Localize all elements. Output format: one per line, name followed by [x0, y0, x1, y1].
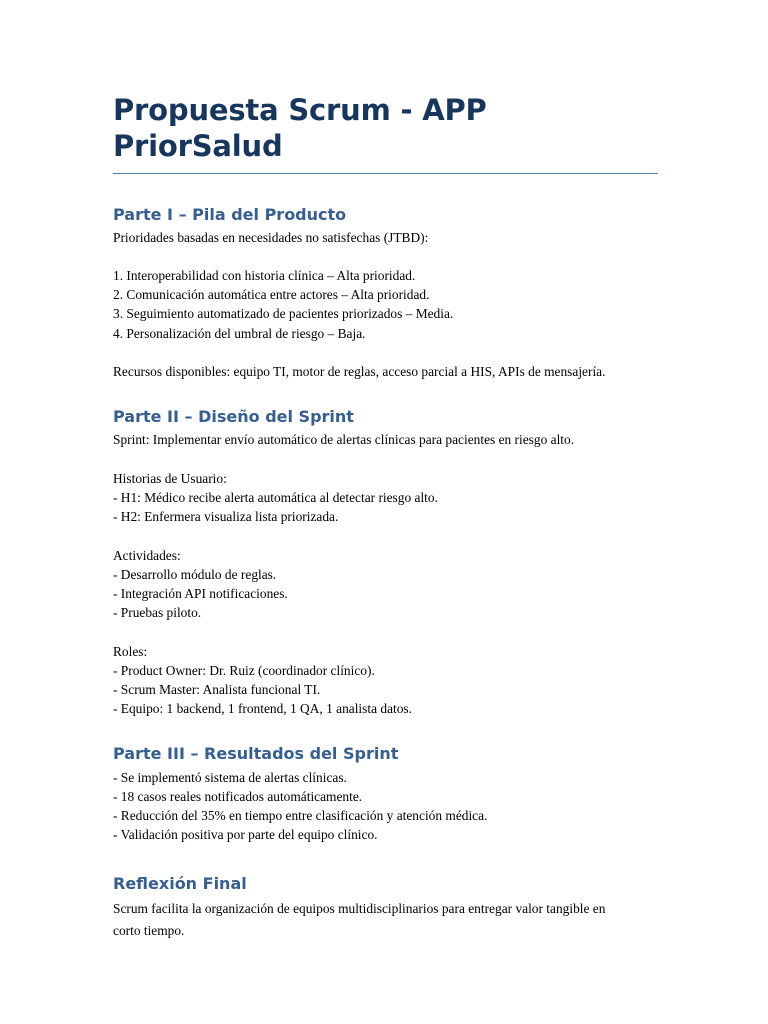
activity-item: - Pruebas piloto. [113, 605, 202, 621]
section-final [113, 898, 658, 943]
user-story-item: - H1: Médico recibe alerta automática al detectar riesgo alto. [113, 490, 438, 506]
user-stories-label: Historias de Usuario: [113, 470, 227, 486]
role-item: - Product Owner: Dr. Ruiz (coordinador clínico). [113, 662, 375, 678]
backlog-item: 4. Personalización del umbral de riesgo – Baja. [113, 325, 366, 341]
final-reflection-line-1: Scrum facilita la organización de equipos multidisciplinarios para entregar valor tangible en [113, 900, 606, 916]
role-item: - Equipo: 1 backend, 1 frontend, 1 QA, 1 analista datos. [113, 701, 412, 717]
section-part-2 [113, 430, 658, 718]
section-heading-part-2: Parte II – Diseño del Sprint [113, 407, 354, 427]
section-heading-final: Reflexión Final [113, 874, 247, 894]
part-1-intro: Prioridades basadas en necesidades no satisfechas (JTBD): [113, 229, 429, 245]
activities-label: Actividades: [113, 547, 181, 563]
final-reflection-line-2: corto tiempo. [113, 923, 185, 939]
resources-text: Recursos disponibles: equipo TI, motor de reglas, acceso parcial a HIS, APIs de mensajería. [113, 364, 606, 380]
backlog-item: 2. Comunicación automática entre actores – Alta prioridad. [113, 287, 430, 303]
section-part-3 [113, 768, 658, 845]
section-heading-part-3: Parte III – Resultados del Sprint [113, 744, 399, 764]
sprint-goal: Sprint: Implementar envío automático de alertas clínicas para pacientes en riesgo alto. [113, 432, 575, 448]
document-title: Propuesta Scrum - APP PriorSalud [113, 92, 658, 174]
backlog-item: 1. Interoperabilidad con historia clínica – Alta prioridad. [113, 268, 416, 284]
section-heading-part-1: Parte I – Pila del Producto [113, 204, 347, 224]
role-item: - Scrum Master: Analista funcional TI. [113, 682, 321, 698]
section-part-1 [113, 228, 658, 382]
backlog-item: 3. Seguimiento automatizado de pacientes priorizados – Media. [113, 306, 454, 322]
result-item: - Se implementó sistema de alertas clínicas. [113, 769, 347, 785]
user-story-item: - H2: Enfermera visualiza lista priorizada. [113, 509, 339, 525]
document-page [113, 92, 658, 943]
result-item: - Reducción del 35% en tiempo entre clasificación y atención médica. [113, 808, 488, 824]
roles-label: Roles: [113, 643, 148, 659]
activity-item: - Desarrollo módulo de reglas. [113, 566, 277, 582]
activity-item: - Integración API notificaciones. [113, 586, 288, 602]
result-item: - 18 casos reales notificados automáticamente. [113, 788, 363, 804]
result-item: - Validación positiva por parte del equipo clínico. [113, 827, 378, 843]
